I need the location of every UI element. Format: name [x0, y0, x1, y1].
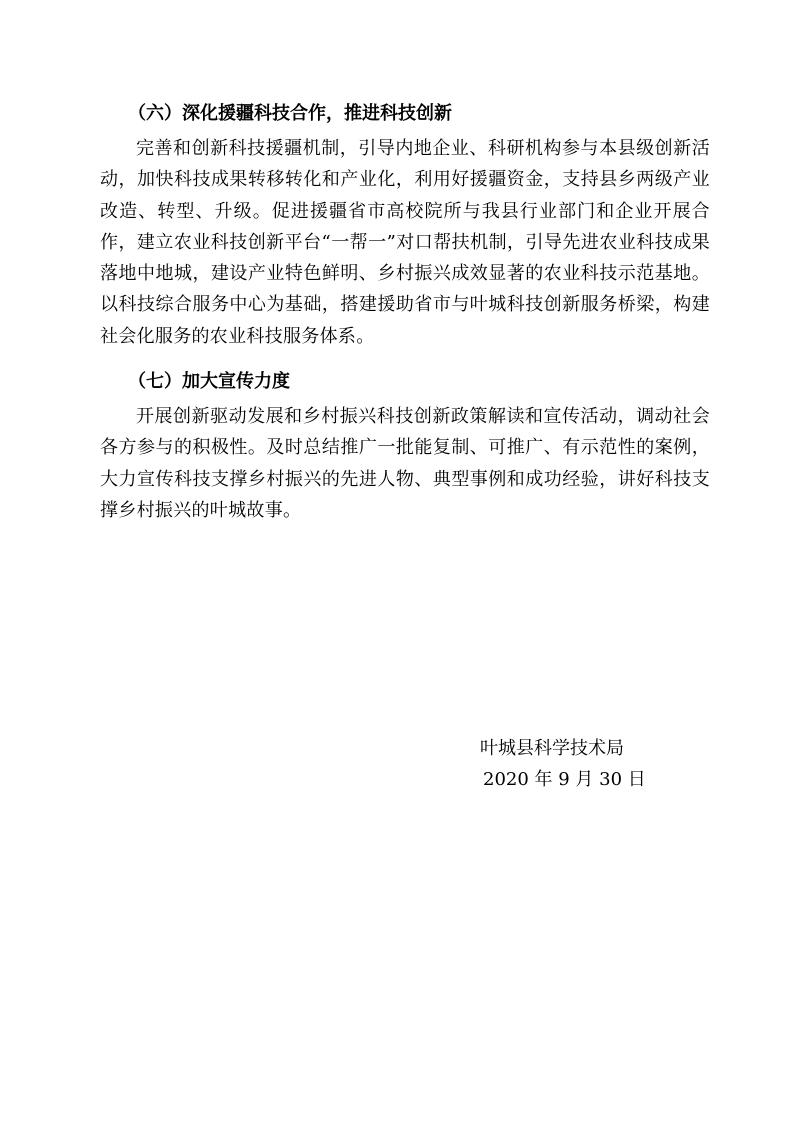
- signature-organization: 叶城县科学技术局: [480, 738, 624, 759]
- section-7-body: [100, 401, 710, 526]
- section-7-heading: （七）加大宣传力度: [128, 371, 290, 392]
- signature-date: 2020 年 9 月 30 日: [483, 769, 646, 790]
- section-6-body: [100, 133, 710, 352]
- section-6-paragraph: 完善和创新科技援疆机制，引导内地企业、科研机构参与本县级创新活动，加快科技成果转移转化和产业化，利用好援疆资金，支持县乡两级产业改造、转型、升级。促进援疆省市高校院所与我县行业部门和企业开展合作，建立农业科技创新平台“一帮一”对口帮扶机制，引导先进农业科技成果落地中地城，建设产业特色鲜明、乡村振兴成效显著的农业科技示范基地。以科技综合服务中心为基础，搭建援助省市与叶城科技创新服务桥梁，构建社会化服务的农业科技服务体系。: [100, 138, 710, 347]
- section-6-heading: （六）深化援疆科技合作，推进科技创新: [128, 103, 452, 124]
- section-7-paragraph: 开展创新驱动发展和乡村振兴科技创新政策解读和宣传活动，调动社会各方参与的积极性。及时总结推广一批能复制、可推广、有示范性的案例，大力宣传科技支撑乡村振兴的先进人物、典型事例和成功经验，讲好科技支撑乡村振兴的叶城故事。: [100, 406, 710, 521]
